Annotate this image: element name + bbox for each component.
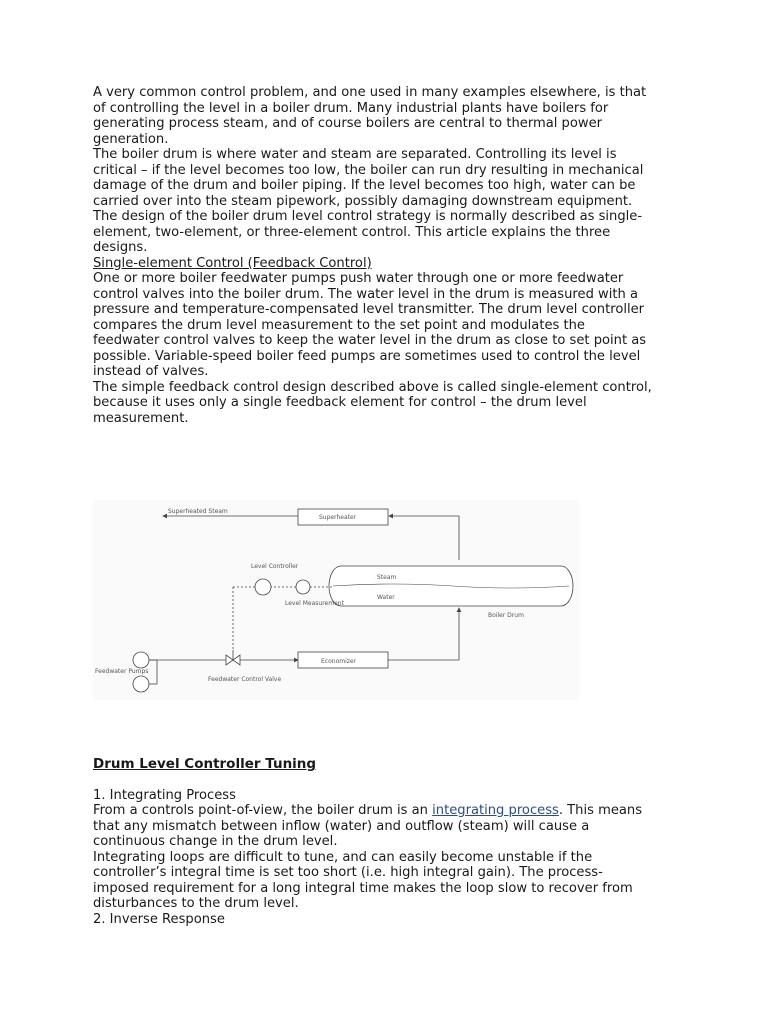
boiler-drum-label: Boiler Drum xyxy=(488,612,524,619)
tuning-item-1: 1. Integrating Process xyxy=(93,787,236,803)
water-label: Water xyxy=(377,594,395,601)
level-controller-label: Level Controller xyxy=(251,563,299,570)
tuning-paragraph-1 xyxy=(93,803,653,850)
diagram-svg xyxy=(93,500,579,700)
intro-paragraph-2: The boiler drum is where water and steam are separated. Controlling its level is critical – if the level becomes too low, the boiler can run dry resulting in mechanical damage of the drum and boiler piping. If the level becomes too high, water can be carried over into the steam pipework, possibly damaging downstream equipment. xyxy=(93,147,644,209)
superheater-label: Superheater xyxy=(319,514,357,521)
intro-paragraph-1: A very common control problem, and one used in many examples elsewhere, is that of controlling the level in a boiler drum. Many industrial plants have boilers for generating process steam, and of course boilers are central to thermal power generation. xyxy=(93,85,647,147)
steam-label: Steam xyxy=(377,574,397,581)
tuning-item-2: 2. Inverse Response xyxy=(93,911,225,927)
spacer xyxy=(93,773,653,788)
tuning-p1-before: From a controls point-of-view, the boiler drum is an xyxy=(93,803,433,818)
feedwater-pump-1 xyxy=(133,652,149,668)
superheated-steam-label: Superheated Steam xyxy=(168,508,228,515)
level-measurement-label: Level Measurement xyxy=(285,600,344,607)
tuning-p1-after: . This means that any mismatch between inflow (water) and outflow (steam) will cause a continuous change in the drum level. xyxy=(93,803,643,849)
integrating-process-link[interactable]: integrating process xyxy=(432,803,559,818)
level-transmitter-symbol xyxy=(296,580,310,594)
feedwater-pump-2 xyxy=(133,676,149,692)
intro-section xyxy=(93,85,653,426)
single-element-subheading: Single-element Control (Feedback Control) xyxy=(93,255,372,271)
tuning-paragraph-2: Integrating loops are difficult to tune, and can easily become unstable if the controller’s integral time is set too short (i.e. high integral gain). The process-imposed requirement for a long integral time makes the loop slow to recover from disturbances to the drum level. xyxy=(93,849,633,911)
single-element-control-diagram xyxy=(93,500,579,700)
intro-paragraph-4: One or more boiler feedwater pumps push water through one or more feedwater control valves into the boiler drum. The water level in the drum is measured with a pressure and temperature-compensated level transmitter. The drum level controller compares the drum level measurement to the set point and modulates the feedwater control valves to keep the water level in the drum as close to set point as possible. Variable-speed boiler feed pumps are sometimes used to control the level instead of valves. xyxy=(93,271,647,379)
feedwater-pumps-label: Feedwater Pumps xyxy=(95,668,149,675)
tuning-section xyxy=(93,757,653,927)
economizer-label: Economizer xyxy=(321,658,357,665)
feedwater-valve-label: Feedwater Control Valve xyxy=(208,676,282,683)
intro-paragraph-5: The simple feedback control design described above is called single-element control, because it uses only a single feedback element for control – the drum level measurement. xyxy=(93,379,652,426)
tuning-heading: Drum Level Controller Tuning xyxy=(93,756,317,772)
intro-paragraph-3: The design of the boiler drum level control strategy is normally described as single-element, two-element, or three-element control. This article explains the three designs. xyxy=(93,209,643,255)
level-controller-symbol xyxy=(255,579,271,595)
